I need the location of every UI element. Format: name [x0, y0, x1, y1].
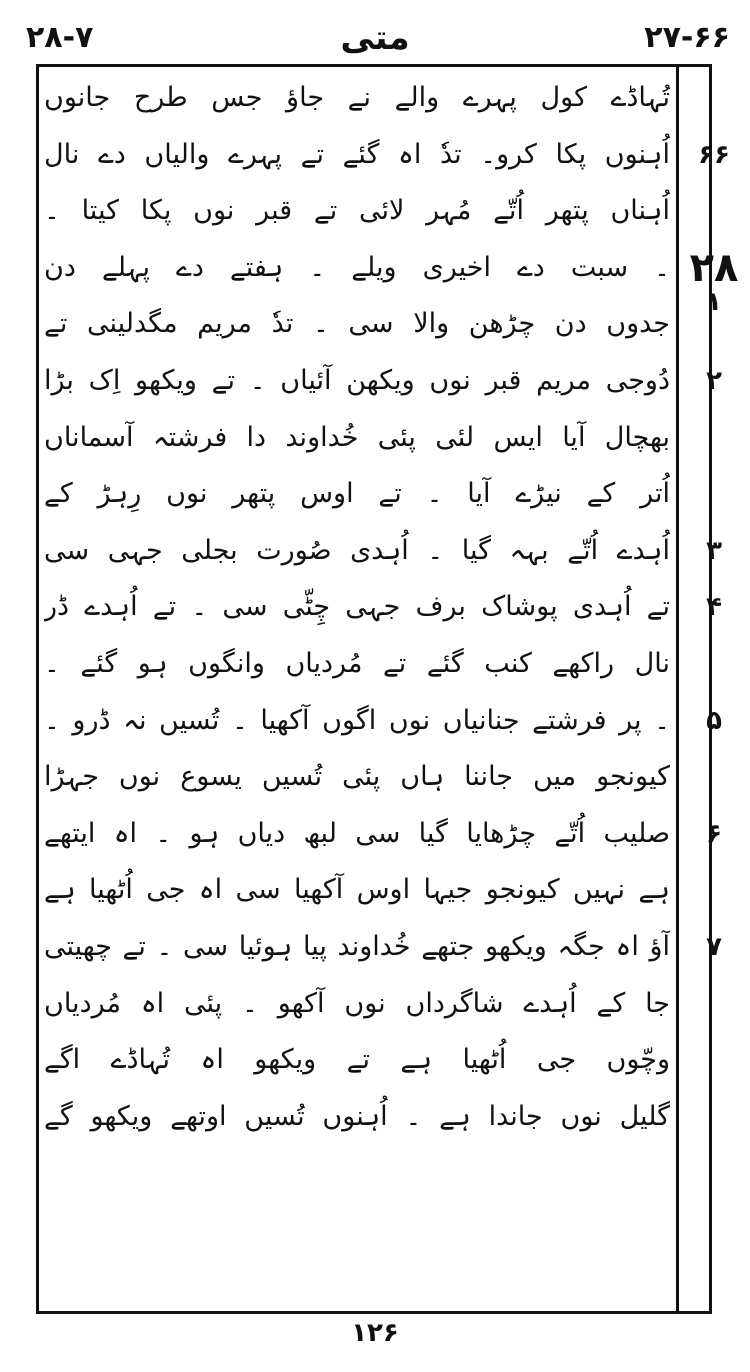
- text-line: جدوں دن چڑھن والا سی ۔ تدٗ مریم مگدلینی تے: [44, 308, 670, 340]
- text-line: اُہناں پتھر اُتّے مُہر لائی تے قبر نوں پکا کیتا ۔: [44, 195, 670, 227]
- text-line: اُہنوں پکا کرو۔ تدٗ اہ گئے تے پہرے والیاں دے نال: [44, 138, 670, 170]
- text-line: ۔ پر فرشتے جنانیاں نوں اگوں آکھیا ۔ تُسیں نہ ڈرو ۔: [44, 704, 670, 736]
- margin-divider: [676, 64, 679, 1314]
- text-line: ۔ سبت دے اخیری ویلے ۔ ہفتے دے پہلے دن: [44, 251, 670, 283]
- text-line: اُہدے اُتّے بہہ گیا ۔ اُہدی صُورت بجلی جہی سی: [44, 534, 670, 566]
- text-line: کیونجو میں جاننا ہاں پئی تُسیں یسوع نوں جہڑا: [44, 761, 670, 793]
- verse-number: ۱: [706, 286, 722, 317]
- verse-number: ۶۶: [698, 139, 730, 170]
- text-line: صلیب اُتّے چڑھایا گیا سی لبھ دیاں ہو ۔ اہ ایتھے: [44, 817, 670, 849]
- text-line: وچّوں جی اُٹھیا ہے تے ویکھو اہ تُہاڈے اگے: [44, 1044, 670, 1076]
- text-line: جا کے اُہدے شاگرداں نوں آکھو ۔ پئی اہ مُردیاں: [44, 987, 670, 1019]
- verse-number: ۴: [706, 592, 722, 623]
- text-line: اُتر کے نیڑے آیا ۔ تے اوس پتھر نوں رِہڑ کے: [44, 478, 670, 510]
- verse-number: ۷: [706, 932, 722, 962]
- text-line: تُہاڈے کول پہرے والے نے جاؤ جس طرح جانوں: [44, 82, 670, 113]
- text-line: گلیل نوں جاندا ہے ۔ اُہنوں تُسیں اوتھے ویکھو گے: [44, 1100, 670, 1132]
- text-line: دُوجی مریم قبر نوں ویکھن آئیاں ۔ تے ویکھو اِک بڑا: [44, 364, 670, 396]
- page-header: [0, 16, 750, 60]
- header-chapter-range-end: ۲۸-۷: [26, 20, 94, 55]
- header-chapter-range-start: ۲۷-۶۶: [644, 20, 730, 55]
- page-title: متی: [340, 18, 410, 58]
- text-line: نال راکھے کنب گئے تے مُردیاں وانگوں ہو گئے ۔: [44, 647, 670, 679]
- page-number: ۱۲۶: [351, 1318, 399, 1348]
- verse-number: ۶: [706, 818, 722, 849]
- text-line: ہے نہیں کیونجو جیہا اوس آکھیا سی اہ جی اُٹھیا ہے: [44, 874, 670, 906]
- verse-number: ۲: [706, 366, 722, 396]
- text-line: تے اُہدی پوشاک برف جہی چِٹّی سی ۔ تے اُہدے ڈر: [44, 591, 670, 623]
- text-line: بھچال آیا ایس لئی پئی خُداوند دا فرشتہ آسماناں: [44, 421, 670, 453]
- verse-number: ۵: [706, 705, 722, 736]
- verse-number: ۳: [706, 535, 722, 566]
- chapter-number: ۲۸: [689, 244, 739, 291]
- text-body: [44, 70, 670, 1145]
- text-line: آؤ اہ جگہ ویکھو جتھے خُداوند پیا ہوئیا سی ۔ تے چھیتی: [44, 930, 670, 962]
